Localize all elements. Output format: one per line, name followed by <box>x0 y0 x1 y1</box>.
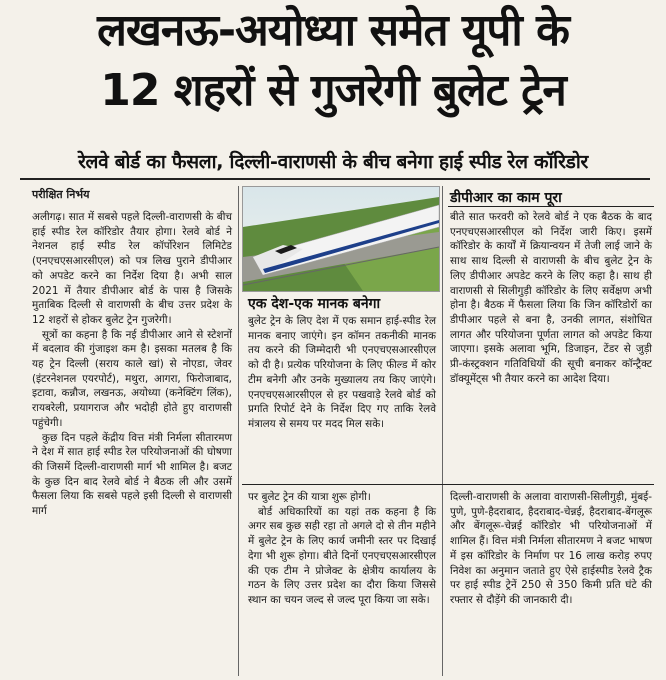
column-divider-1 <box>238 186 239 676</box>
column-mid-bottom <box>248 490 436 608</box>
mid-paragraph-1: बुलेट ट्रेन के लिए देश में एक समान हाई-स्पीड रेल मानक बनाए जाएंगे। इन कॉमन तकनीकी मानक तय करने की जिम्मेदारी भी एनएचएसआरसीएल को दी है। प्रत्येक परियोजना के लिए फील्ड में कोर टीम बनेगी और उनके मुख्यालय तय किए जाएंगे। एनएचएसआरसीएल से हर पखवाड़े रेलवे बोर्ड को प्रगति रिपोर्ट देने के निर्देश दिए गए ताकि रेलवे मंत्रालय से समय पर मदद मिल सके। <box>248 315 436 430</box>
divider-right-subhead <box>448 206 654 207</box>
mid-paragraph-2: पर बुलेट ट्रेन की यात्रा शुरू होगी। <box>248 491 371 503</box>
column-right-bottom <box>450 490 652 608</box>
divider-top <box>20 178 650 180</box>
right-subhead: डीपीआर का काम पूरा <box>450 190 562 206</box>
col1-paragraph-1: अलीगढ़। सात में सबसे पहले दिल्ली-वाराणसी के बीच हाई स्पीड रेल कॉरिडोर तैयार होगा। रेलवे बोर्ड ने नेशनल हाई स्पीड रेल कॉर्पोरेशन लिमिटेड (एनएचएसआरसीएल) को पत्र लिख पुराने डीपीआर को अपडेट करने का निर्देश दिया है। अभी साल 2021 में तैयार डीपीआर बोर्ड के पास है जिसके मुताबिक दिल्ली से वाराणसी के बीच उत्तर प्रदेश के 12 शहरों से होकर बुलेट ट्रेन गुजरेगी। <box>32 211 232 326</box>
column-right-top <box>450 210 652 386</box>
right-paragraph-2: दिल्ली-वाराणसी के अलावा वाराणसी-सिलीगुड़ी, मुंबई-पुणे, पुणे-हैदराबाद, हैदराबाद-चेन्नई, हैदराबाद-बेंगलूरू और बेंगलूरू-चेन्नई कॉरिडोर भी परियोजनाओं में शामिल हैं। वित्त मंत्री निर्मला सीतारमण ने बजट भाषण में इस कॉरिडोर के निर्माण पर 16 लाख करोड़ रुपए निवेश का अनुमान जताते हुए ऐसे हाईस्पीड रेलवे ट्रैक पर हाई स्पीड ट्रेनें 250 से 350 किमी प्रति घंटे की रफ्तार से दौड़ेंगे की जानकारी दी। <box>450 491 652 606</box>
column-divider-2 <box>442 186 443 676</box>
mid-subhead: एक देश-एक मानक बनेगा <box>248 296 381 312</box>
right-paragraph-1: बीते सात फरवरी को रेलवे बोर्ड ने एक बैठक के बाद एनएचएसआरसीएल को निर्देश जारी किए। इसमें कॉरिडोर के कार्यों में क्रियान्वयन में तेजी लाई जाने के साथ साथ दिल्ली से वाराणसी के बीच बुलेट ट्रेन के लिए डीपीआर अपडेट करने के लिए कहा है। साथ ही वाराणसी से सिलीगुड़ी कॉरिडोर के लिए सर्वेक्षण अभी होना है। बैठक में फैसला लिया कि जिन कॉरिडोरों का डीपीआर पहले से बना है, उनकी लागत, संशोधित लागत और परियोजना पूर्णता लागत को अपडेट किया जाएगा। इसके अलावा भूमि, डिजाइन, टेंडर से जुड़ी प्री-कंस्ट्रक्शन गतिविधियों की सूची बनाकर कॉन्ट्रैक्ट डॉक्यूमेंट्स भी तैयार करने का आदेश दिया। <box>450 211 652 385</box>
headline-line-2: 12 शहरों से गुजरेगी बुलेट ट्रेन <box>100 65 566 116</box>
col1-paragraph-2: सूत्रों का कहना है कि नई डीपीआर आने से स्टेशनों में बदलाव की गुंजाइश कम है। इसका मतलब है कि यह ट्रेन दिल्ली (सराय काले खां) से नोएडा, जेवर (इंटरनेशनल एयरपोर्ट), मथुरा, आगरा, फिरोजाबाद, इटावा, कन्नौज, लखनऊ, अयोध्या (कनेक्टिंग लिंक), रायबरेली, प्रयागराज और भदोही होते हुए वाराणसी पहुंचेगी। <box>32 328 232 429</box>
bullet-train-photo <box>242 186 440 292</box>
divider-lower <box>242 484 654 485</box>
column-mid-top <box>248 314 436 432</box>
mid-paragraph-3: बोर्ड अधिकारियों का यहां तक कहना है कि अगर सब कुछ सही रहा तो अगले दो से तीन महीने में बुलेट ट्रेन के लिए कार्य जमीनी स्तर पर दिखाई देगा भी शुरू होगा। बीते दिनों एनएचएसआरसीएल की एक टीम ने प्रोजेक्ट के क्षेत्रीय कार्यालय के गठन के लिए उत्तर प्रदेश का दौरा किया जिससे स्थान का चयन जल्द से जल्द पूरा किया जा सके। <box>248 505 436 606</box>
headline-line-1: लखनऊ-अयोध्या समेत यूपी के <box>97 5 569 56</box>
column-left <box>32 210 232 519</box>
deck-subtitle: रेलवे बोर्ड का फैसला, दिल्ली-वाराणसी के बीच बनेगा हाई स्पीड रेल कॉरिडोर <box>78 151 588 173</box>
col1-paragraph-3: कुछ दिन पहले केंद्रीय वित्त मंत्री निर्मला सीतारमण ने देश में सात हाई स्पीड रेल परियोजनाओं की घोषणा की जिसमें दिल्ली-वाराणसी मार्ग भी शामिल है। बजट के कुछ दिन बाद रेलवे बोर्ड ने बैठक ली और उसमें फैसला लिया कि सबसे पहले इसी दिल्ली से वाराणसी मार्ग <box>32 431 232 518</box>
byline: परीक्षित निर्भय <box>32 188 90 201</box>
